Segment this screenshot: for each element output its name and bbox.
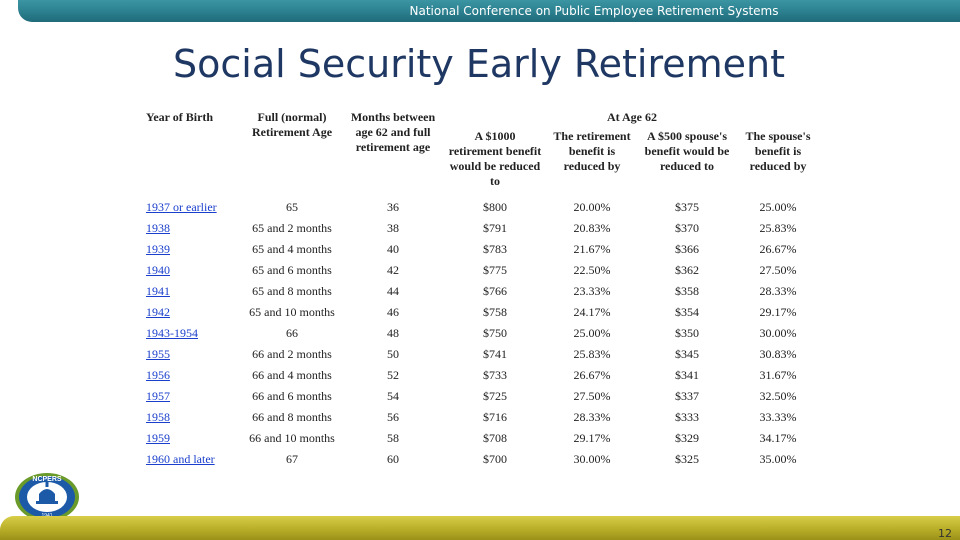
table-row xyxy=(142,365,820,386)
year-link[interactable]: 1938 xyxy=(146,221,170,235)
table-row xyxy=(142,239,820,260)
cell-fra: 66 and 10 months xyxy=(249,431,335,445)
page-number: 12 xyxy=(938,527,952,540)
cell-year xyxy=(142,323,242,344)
cell-year xyxy=(142,302,242,323)
table-row xyxy=(142,344,820,365)
cell-fra: 65 and 10 months xyxy=(249,305,335,319)
table-body xyxy=(142,197,820,470)
cell-months: 36 xyxy=(387,200,399,214)
cell-spouse-reduction: 26.67% xyxy=(759,242,797,256)
year-link[interactable]: 1958 xyxy=(146,410,170,424)
cell-year xyxy=(142,407,242,428)
org-name: National Conference on Public Employee Retirement Systems xyxy=(409,4,779,18)
cell-spouse-benefit: $329 xyxy=(675,431,699,445)
cell-spouse-benefit: $345 xyxy=(675,347,699,361)
cell-fra: 66 and 8 months xyxy=(252,410,332,424)
cell-benefit: $775 xyxy=(483,263,507,277)
cell-spouse-reduction: 32.50% xyxy=(759,389,797,403)
cell-fra: 66 xyxy=(286,326,298,340)
cell-year xyxy=(142,239,242,260)
cell-ret-reduction: 24.17% xyxy=(573,305,611,319)
cell-spouse-benefit: $370 xyxy=(675,221,699,235)
table-row xyxy=(142,218,820,239)
year-link[interactable]: 1942 xyxy=(146,305,170,319)
cell-year xyxy=(142,449,242,470)
cell-benefit: $783 xyxy=(483,242,507,256)
cell-year xyxy=(142,281,242,302)
table-row xyxy=(142,197,820,218)
year-link[interactable]: 1937 or earlier xyxy=(146,200,217,214)
col-header-year: Year of Birth xyxy=(146,110,214,124)
table-row xyxy=(142,428,820,449)
cell-benefit: $708 xyxy=(483,431,507,445)
cell-spouse-reduction: 28.33% xyxy=(759,284,797,298)
cell-year xyxy=(142,428,242,449)
cell-fra: 65 and 6 months xyxy=(252,263,332,277)
cell-fra: 66 and 4 months xyxy=(252,368,332,382)
cell-year xyxy=(142,218,242,239)
cell-spouse-reduction: 31.67% xyxy=(759,368,797,382)
cell-spouse-reduction: 25.00% xyxy=(759,200,797,214)
cell-spouse-reduction: 34.17% xyxy=(759,431,797,445)
cell-spouse-reduction: 35.00% xyxy=(759,452,797,466)
cell-ret-reduction: 27.50% xyxy=(573,389,611,403)
cell-ret-reduction: 28.33% xyxy=(573,410,611,424)
col-header-benefit: A $1000 retirement benefit would be reduced to xyxy=(448,129,542,188)
cell-year xyxy=(142,365,242,386)
year-link[interactable]: 1959 xyxy=(146,431,170,445)
cell-benefit: $766 xyxy=(483,284,507,298)
cell-year xyxy=(142,344,242,365)
header-bar xyxy=(18,0,960,22)
col-header-ret-reduction: The retirement benefit is reduced by xyxy=(553,129,631,173)
cell-months: 50 xyxy=(387,347,399,361)
year-link[interactable]: 1956 xyxy=(146,368,170,382)
table-row xyxy=(142,260,820,281)
table-row xyxy=(142,323,820,344)
cell-ret-reduction: 20.00% xyxy=(573,200,611,214)
cell-months: 58 xyxy=(387,431,399,445)
cell-fra: 67 xyxy=(286,452,298,466)
cell-benefit: $800 xyxy=(483,200,507,214)
cell-spouse-benefit: $358 xyxy=(675,284,699,298)
cell-year xyxy=(142,260,242,281)
col-header-spouse-reduction: The spouse's benefit is reduced by xyxy=(745,129,811,173)
cell-spouse-benefit: $350 xyxy=(675,326,699,340)
cell-fra: 66 and 6 months xyxy=(252,389,332,403)
cell-spouse-benefit: $366 xyxy=(675,242,699,256)
col-header-months: Months between age 62 and full retirement age xyxy=(350,110,436,154)
cell-months: 48 xyxy=(387,326,399,340)
cell-spouse-reduction: 27.50% xyxy=(759,263,797,277)
slide-title: Social Security Early Retirement xyxy=(173,42,785,86)
col-group-age-62: At Age 62 xyxy=(607,110,657,124)
cell-spouse-benefit: $325 xyxy=(675,452,699,466)
cell-ret-reduction: 23.33% xyxy=(573,284,611,298)
cell-ret-reduction: 20.83% xyxy=(573,221,611,235)
cell-months: 42 xyxy=(387,263,399,277)
cell-ret-reduction: 30.00% xyxy=(573,452,611,466)
table-row xyxy=(142,281,820,302)
cell-ret-reduction: 29.17% xyxy=(573,431,611,445)
cell-spouse-reduction: 25.83% xyxy=(759,221,797,235)
cell-spouse-reduction: 33.33% xyxy=(759,410,797,424)
cell-ret-reduction: 25.83% xyxy=(573,347,611,361)
cell-spouse-benefit: $354 xyxy=(675,305,699,319)
cell-months: 46 xyxy=(387,305,399,319)
cell-benefit: $725 xyxy=(483,389,507,403)
year-link[interactable]: 1940 xyxy=(146,263,170,277)
cell-fra: 65 and 4 months xyxy=(252,242,332,256)
ncpers-logo xyxy=(14,472,80,522)
cell-months: 52 xyxy=(387,368,399,382)
cell-ret-reduction: 21.67% xyxy=(573,242,611,256)
year-link[interactable]: 1941 xyxy=(146,284,170,298)
cell-fra: 65 xyxy=(286,200,298,214)
cell-fra: 65 and 8 months xyxy=(252,284,332,298)
cell-months: 38 xyxy=(387,221,399,235)
cell-spouse-reduction: 29.17% xyxy=(759,305,797,319)
cell-spouse-benefit: $375 xyxy=(675,200,699,214)
table-row xyxy=(142,302,820,323)
cell-year xyxy=(142,197,242,218)
logo-text: NCPERS xyxy=(32,476,62,483)
cell-spouse-benefit: $333 xyxy=(675,410,699,424)
cell-benefit: $758 xyxy=(483,305,507,319)
cell-ret-reduction: 26.67% xyxy=(573,368,611,382)
cell-benefit: $716 xyxy=(483,410,507,424)
table-row xyxy=(142,407,820,428)
cell-benefit: $733 xyxy=(483,368,507,382)
cell-spouse-reduction: 30.00% xyxy=(759,326,797,340)
cell-fra: 65 and 2 months xyxy=(252,221,332,235)
table-row xyxy=(142,449,820,470)
col-header-spouse-benefit: A $500 spouse's benefit would be reduced to xyxy=(644,129,730,173)
col-header-fra: Full (normal) Retirement Age xyxy=(251,110,333,139)
year-link[interactable]: 1960 and later xyxy=(146,452,215,466)
footer-bar xyxy=(0,516,960,540)
cell-ret-reduction: 22.50% xyxy=(573,263,611,277)
cell-months: 44 xyxy=(387,284,399,298)
cell-months: 56 xyxy=(387,410,399,424)
retirement-table xyxy=(142,110,820,470)
cell-benefit: $750 xyxy=(483,326,507,340)
cell-months: 40 xyxy=(387,242,399,256)
cell-spouse-benefit: $337 xyxy=(675,389,699,403)
cell-ret-reduction: 25.00% xyxy=(573,326,611,340)
cell-months: 54 xyxy=(387,389,399,403)
year-link[interactable]: 1943-1954 xyxy=(146,326,198,340)
year-link[interactable]: 1939 xyxy=(146,242,170,256)
table-row xyxy=(142,386,820,407)
year-link[interactable]: 1955 xyxy=(146,347,170,361)
cell-spouse-benefit: $362 xyxy=(675,263,699,277)
cell-benefit: $741 xyxy=(483,347,507,361)
cell-benefit: $791 xyxy=(483,221,507,235)
year-link[interactable]: 1957 xyxy=(146,389,170,403)
cell-benefit: $700 xyxy=(483,452,507,466)
cell-year xyxy=(142,386,242,407)
cell-spouse-benefit: $341 xyxy=(675,368,699,382)
cell-months: 60 xyxy=(387,452,399,466)
cell-spouse-reduction: 30.83% xyxy=(759,347,797,361)
cell-fra: 66 and 2 months xyxy=(252,347,332,361)
